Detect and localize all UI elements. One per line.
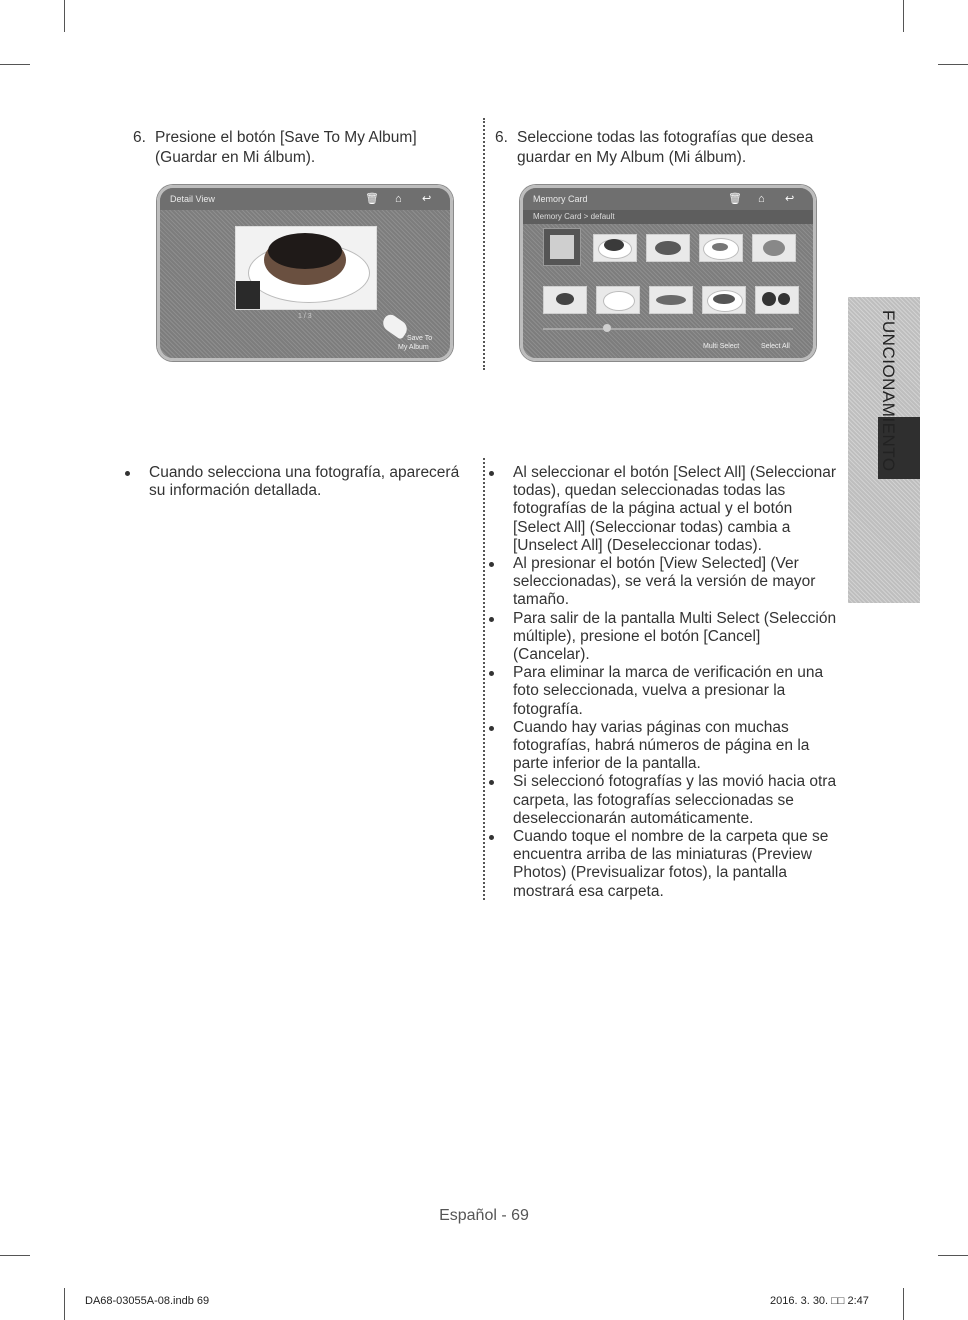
photo-thumbnail[interactable] — [702, 286, 746, 314]
list-item-text: Cuando selecciona una fotografía, aparecerá su información detallada. — [149, 464, 460, 500]
select-all-button[interactable]: Select All — [761, 343, 790, 350]
dish-shape — [656, 295, 686, 305]
dish-shape — [556, 293, 574, 305]
screen-title-bar — [160, 188, 450, 210]
column-divider — [483, 118, 485, 370]
list-item — [485, 555, 840, 610]
save-to-my-album-button-line2[interactable]: My Album — [398, 344, 429, 351]
list-item — [485, 464, 840, 555]
plate-shape — [603, 291, 635, 311]
imprint-file: DA68-03055A-08.indb 69 — [85, 1295, 210, 1307]
photo-thumbnail[interactable] — [649, 286, 693, 314]
dish-shape — [712, 243, 728, 251]
bullet-icon — [489, 835, 494, 840]
bullet-icon — [489, 671, 494, 676]
crop-mark — [0, 64, 30, 65]
bullet-icon — [489, 780, 494, 785]
list-item-text: Al seleccionar el botón [Select All] (Seleccionar todas), quedan seleccionadas todas las fotografías de la página actual y el botón [Select All] (Seleccionar todas) cambia a [Unselect All] (Deseleccionar todas). — [513, 464, 837, 554]
breadcrumb[interactable]: Memory Card > default — [523, 210, 813, 224]
photo-thumbnail[interactable] — [543, 286, 587, 314]
detail-view-screen — [157, 185, 453, 361]
dish-shape — [778, 293, 790, 305]
imprint-date: 2016. 3. 30. □□ 2:47 — [770, 1295, 869, 1307]
bullet-icon — [489, 617, 494, 622]
list-item — [121, 464, 471, 500]
dish-shape — [655, 241, 681, 255]
back-icon[interactable]: ↩ — [785, 193, 795, 205]
photo-thumbnail[interactable] — [752, 234, 796, 262]
list-item-text: Al presionar el botón [View Selected] (Ver seleccionadas), se verá la versión de mayor tamaño. — [513, 555, 816, 609]
detail-photo[interactable] — [235, 226, 377, 310]
chapter-side-tab — [848, 297, 920, 603]
save-to-my-album-button[interactable]: Save To — [407, 335, 433, 342]
list-item-text: Para salir de la pantalla Multi Select (Selección múltiple), presione el botón [Cancel] (Cancelar). — [513, 609, 837, 664]
page-scroll-track[interactable] — [543, 328, 793, 330]
photo-thumbnail[interactable] — [646, 234, 690, 262]
crop-mark — [938, 64, 968, 65]
photo-thumbnail[interactable] — [699, 234, 743, 262]
crop-mark — [64, 0, 65, 32]
dish-shape — [713, 294, 735, 304]
screen-title: Detail View — [170, 194, 215, 204]
hand-cursor-icon — [380, 312, 410, 340]
multi-select-button[interactable]: Multi Select — [703, 343, 740, 350]
memory-card-screen — [520, 185, 816, 361]
folder-thumbnail[interactable] — [543, 228, 581, 266]
list-item-text: Cuando toque el nombre de la carpeta que se encuentra arriba de las miniaturas (Preview Photos) (Previsualizar fotos), la pantalla mostrará esa carpeta. — [513, 828, 829, 900]
crop-mark — [938, 1255, 968, 1256]
crop-mark — [903, 1288, 904, 1320]
list-item — [485, 828, 840, 901]
chapter-label: FUNCIONAMIENTO — [879, 309, 898, 472]
step-text-line2: guardar en My Album (Mi álbum). — [517, 149, 747, 166]
screen-title: Memory Card — [533, 194, 588, 204]
page-indicator: 1 / 3 — [298, 313, 312, 320]
list-item-text: Cuando hay varias páginas con muchas fotografías, habrá números de página en la parte inferior de la pantalla. — [513, 718, 810, 773]
bullet-icon — [489, 562, 494, 567]
home-icon[interactable]: ⌂ — [758, 193, 765, 205]
folder-photo-shape — [550, 235, 574, 259]
tart-top-shape — [268, 233, 342, 269]
bullet-list-right — [485, 464, 840, 901]
bullet-list-left — [121, 464, 471, 500]
list-item — [485, 719, 840, 774]
dish-shape — [604, 239, 624, 251]
crop-mark — [0, 1255, 30, 1256]
bullet-icon — [125, 471, 130, 476]
crop-mark — [64, 1288, 65, 1320]
photo-thumbnail[interactable] — [593, 234, 637, 262]
trash-icon[interactable]: 🗑 — [728, 193, 742, 205]
page-number: Español - 69 — [439, 1207, 529, 1224]
step-left — [133, 128, 473, 170]
list-item — [485, 610, 840, 665]
step-number: 6. — [495, 129, 508, 146]
list-item-text: Para eliminar la marca de verificación en una foto seleccionada, vuelva a presionar la fotografía. — [513, 664, 824, 718]
list-item — [485, 664, 840, 719]
dish-shape — [762, 292, 776, 306]
list-item — [485, 773, 840, 828]
screen-title-bar — [523, 188, 813, 210]
photo-thumbnail[interactable] — [755, 286, 799, 314]
step-right — [495, 128, 845, 170]
home-icon[interactable]: ⌂ — [395, 193, 402, 205]
step-text-line1: Presione el botón [Save To My Album] — [155, 129, 417, 146]
dish-shape — [763, 240, 785, 256]
list-item-text: Si seleccionó fotografías y las movió hacia otra carpeta, las fotografías seleccionadas se deseleccionarán automáticamente. — [513, 773, 837, 827]
trash-icon[interactable]: 🗑 — [365, 193, 379, 205]
dark-background-shape — [236, 281, 260, 309]
step-text-line1: Seleccione todas las fotografías que desea — [517, 129, 814, 146]
bullet-icon — [489, 726, 494, 731]
step-text-line2: (Guardar en Mi álbum). — [155, 149, 316, 166]
step-number: 6. — [133, 129, 146, 146]
back-icon[interactable]: ↩ — [422, 193, 432, 205]
page-scroll-thumb[interactable] — [603, 324, 611, 332]
photo-thumbnail[interactable] — [596, 286, 640, 314]
bullet-icon — [489, 471, 494, 476]
crop-mark — [903, 0, 904, 32]
